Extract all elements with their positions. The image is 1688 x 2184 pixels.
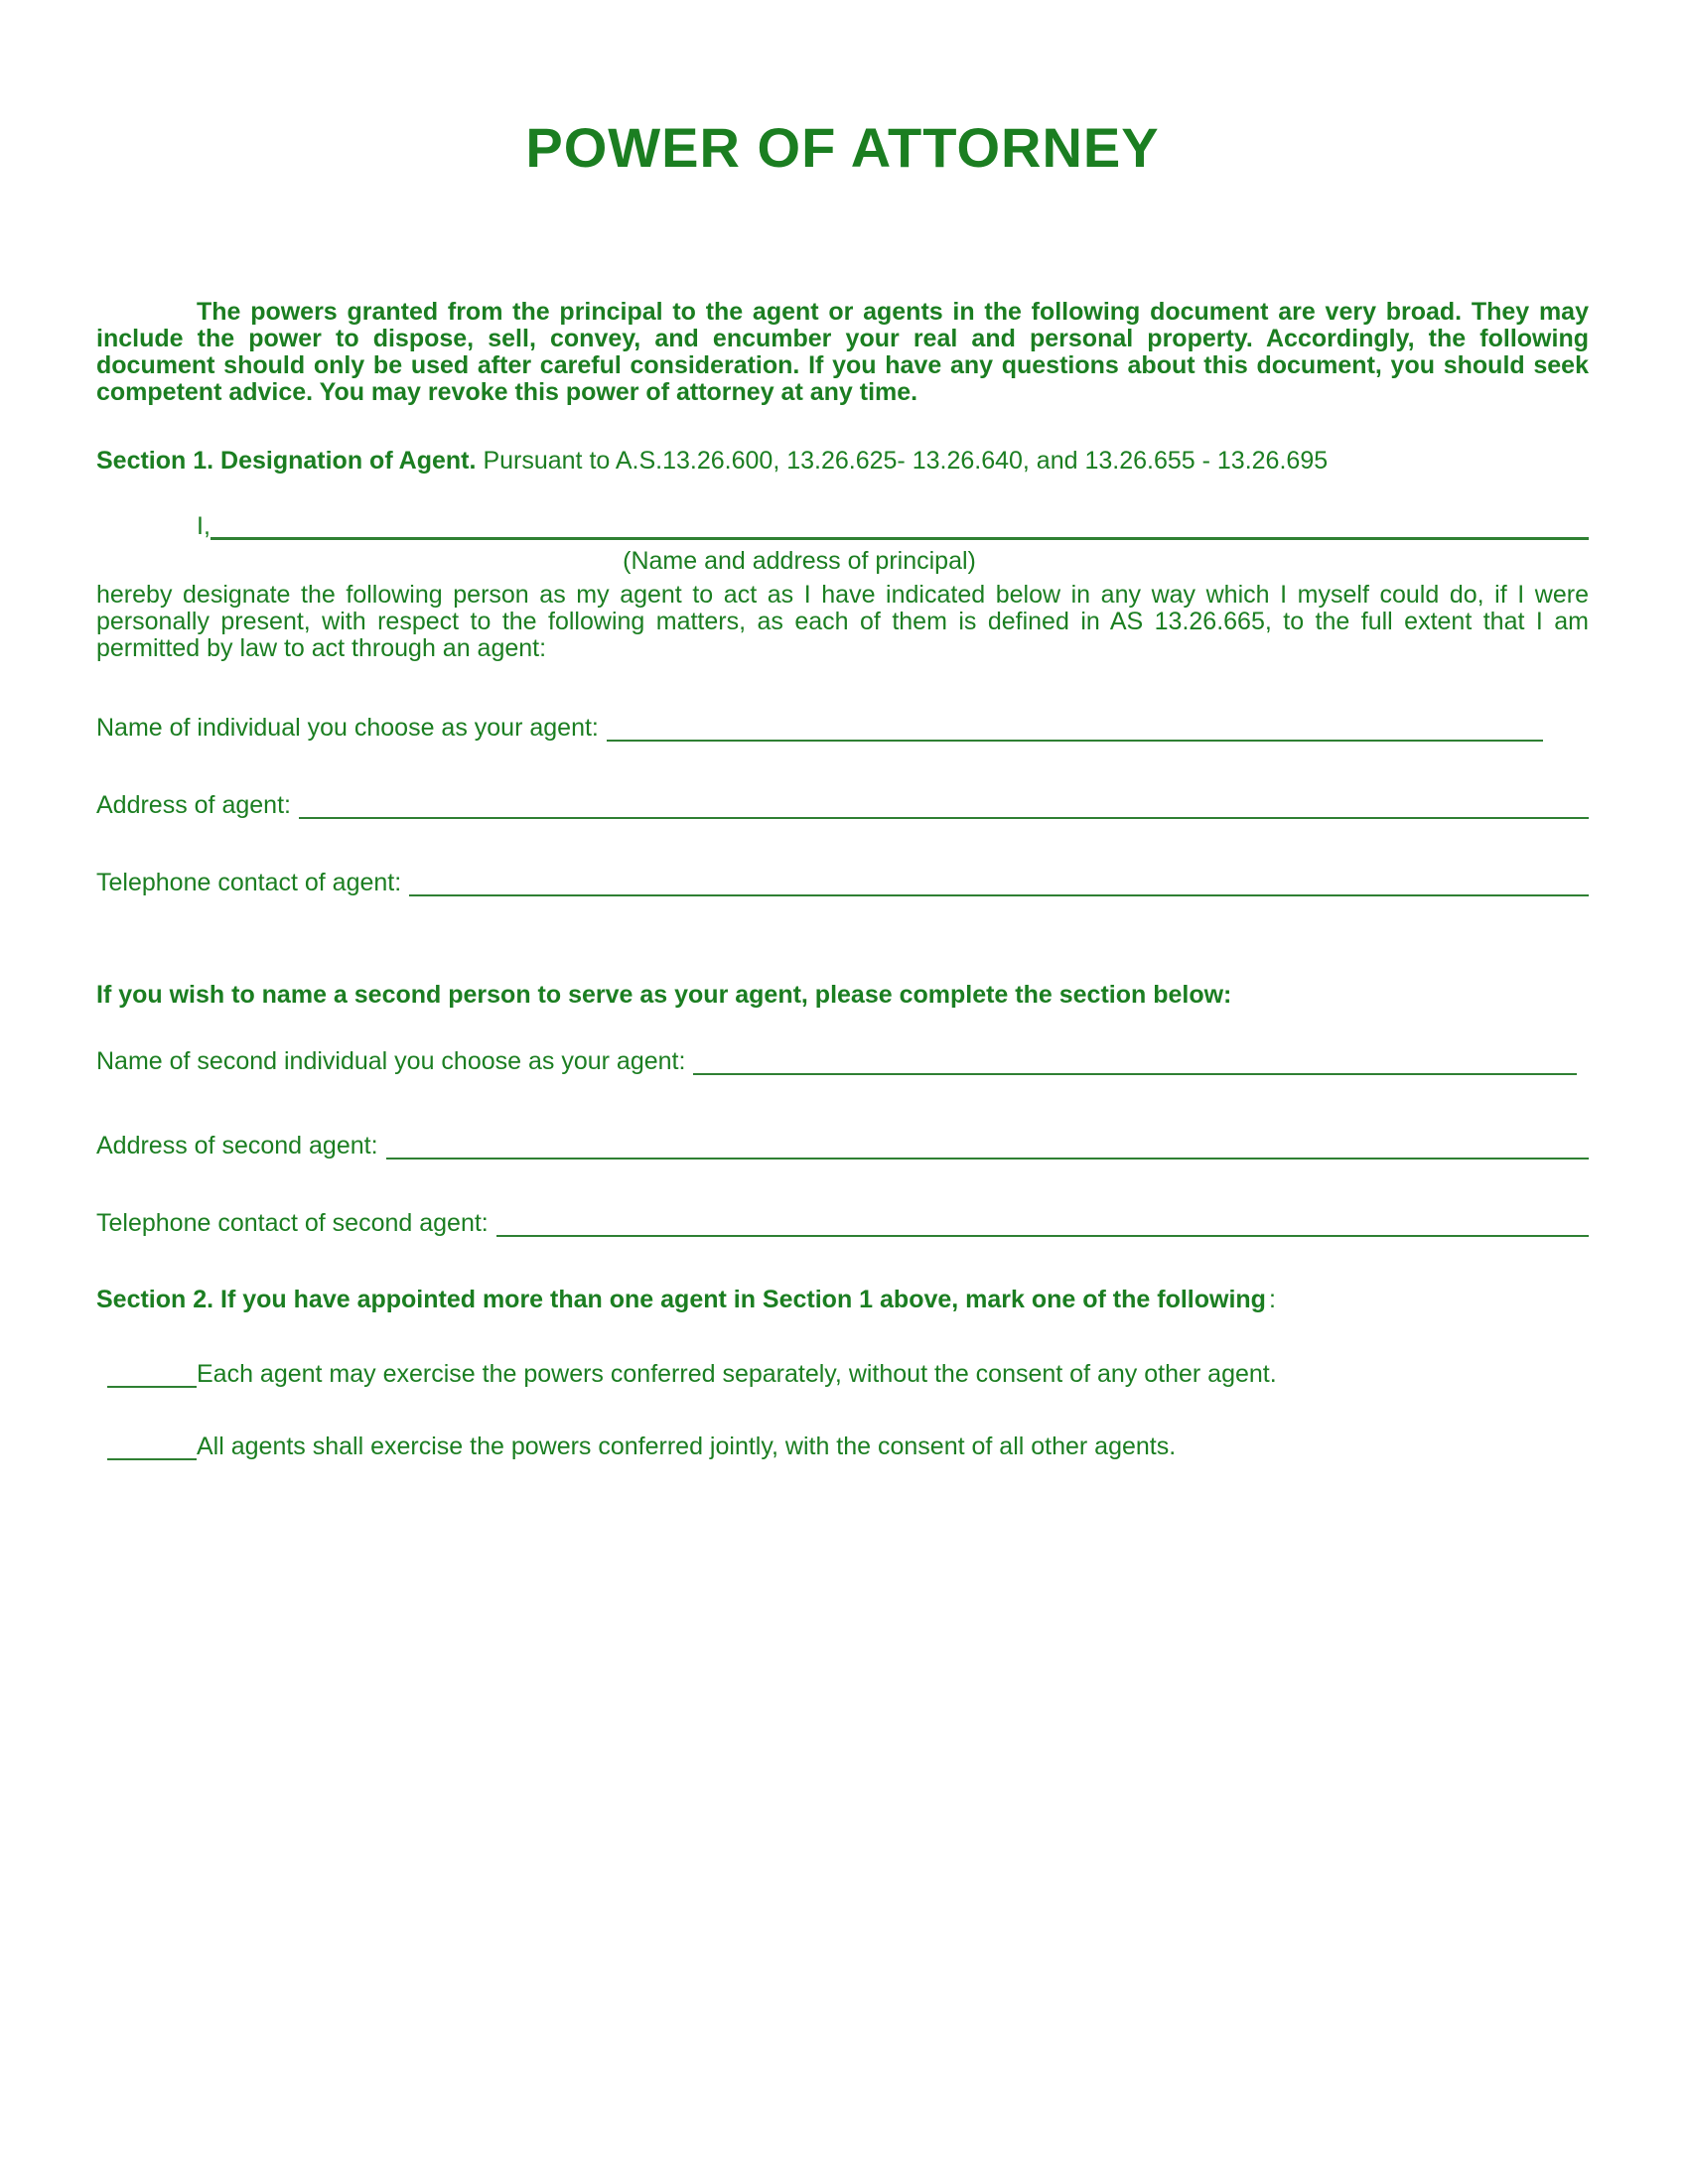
intro-paragraph: The powers granted from the principal to the agent or agents in the following document are very broad. They may include the power to dispose, sell, convey, and encumber your real and personal property. Accordingly, the following document should only be used after careful consideration. If you have any questions about this document, you should seek competent advice. You may revoke this power of attorney at any time. (96, 297, 1589, 406)
principal-caption: (Name and address of principal) (623, 546, 976, 575)
agent-name-label: Name of individual you choose as your agent: (96, 713, 599, 742)
agent-address-input[interactable] (299, 790, 1589, 819)
section2-heading (96, 1287, 1589, 1313)
agent-name-input[interactable] (607, 713, 1543, 742)
second-agent-telephone-row (96, 1208, 1589, 1237)
second-agent-name-row (96, 1046, 1589, 1075)
principal-name-address-input[interactable] (211, 510, 1589, 540)
section1-heading-title: Section 1. Designation of Agent. (96, 446, 477, 475)
option-separately-row (96, 1359, 1589, 1388)
section1-heading-statute: Pursuant to A.S.13.26.600, 13.26.625- 13.26.640, and 13.26.655 - 13.26.695 (483, 446, 1329, 475)
principal-line-prefix: I, (197, 511, 211, 540)
section2-heading-colon: : (1268, 1285, 1276, 1313)
document-title: POWER OF ATTORNEY (525, 116, 1160, 179)
agent-address-row (96, 790, 1589, 819)
option-jointly-text: All agents shall exercise the powers conferred jointly, with the consent of all other agents. (197, 1432, 1177, 1460)
second-agent-address-row (96, 1131, 1589, 1160)
section2-heading-text: Section 2. If you have appointed more than one agent in Section 1 above, mark one of the following (96, 1285, 1266, 1313)
section1-heading (96, 448, 1589, 475)
agent-name-row (96, 713, 1589, 742)
second-agent-telephone-input[interactable] (496, 1208, 1589, 1237)
second-agent-name-input[interactable] (693, 1046, 1577, 1075)
principal-name-row (96, 510, 1589, 540)
agent-address-label: Address of agent: (96, 790, 291, 819)
agent-telephone-row (96, 868, 1589, 896)
option-jointly-row (96, 1432, 1589, 1460)
second-agent-prompt: If you wish to name a second person to serve as your agent, please complete the section below: (96, 980, 1232, 1009)
option-separately-mark-input[interactable] (107, 1359, 197, 1388)
second-agent-name-label: Name of second individual you choose as your agent: (96, 1046, 686, 1075)
agent-telephone-input[interactable] (409, 868, 1589, 896)
second-agent-address-label: Address of second agent: (96, 1131, 378, 1160)
second-agent-telephone-label: Telephone contact of second agent: (96, 1208, 489, 1237)
option-separately-text: Each agent may exercise the powers conferred separately, without the consent of any other agent. (197, 1359, 1277, 1388)
second-agent-address-input[interactable] (386, 1131, 1589, 1160)
designation-paragraph: hereby designate the following person as my agent to act as I have indicated below in any way which I myself could do, if I were personally present, with respect to the following matters, as each of them is defined in AS 13.26.665, to the full extent that I am permitted by law to act through an agent: (96, 580, 1589, 662)
agent-telephone-label: Telephone contact of agent: (96, 868, 402, 896)
option-jointly-mark-input[interactable] (107, 1432, 197, 1460)
